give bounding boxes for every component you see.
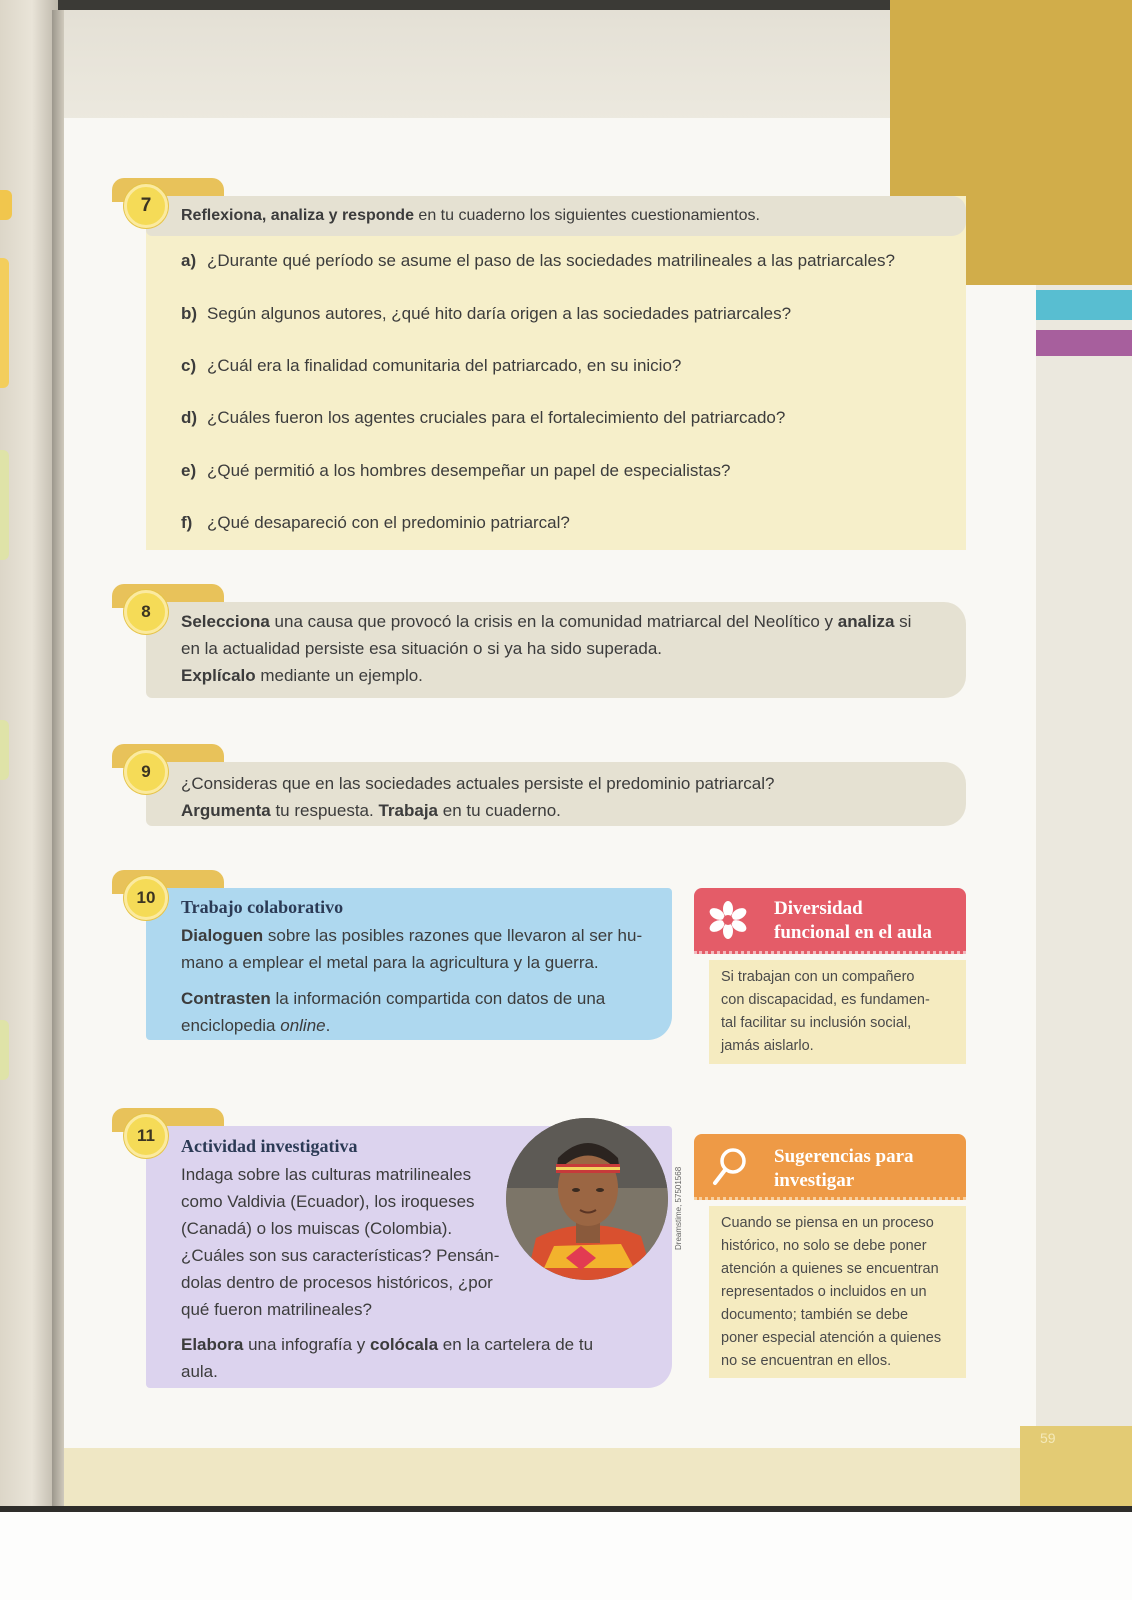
bold-verb: Selecciona [181,612,270,631]
activity-10-title: Trabajo colaborativo [181,897,344,917]
question-text: ¿Qué permitió a los hombres desempeñar un papel de especialistas? [207,461,731,480]
body-line: documento; también se debe [721,1307,909,1323]
prompt-text: en tu cuaderno los siguientes cuestionamientos. [413,207,760,224]
activity-number-badge: 11 [124,1114,168,1158]
body-line: jamás aislarlo. [721,1038,814,1054]
text-span: en la cartelera de tu [438,1335,594,1354]
cyan-edge-tab [1036,290,1132,320]
text-span: sobre las posibles razones que llevaron al ser hu- [263,926,643,945]
text-span: en tu cuaderno. [438,801,561,820]
activity-11-line: qué fueron matrilineales? [181,1300,372,1319]
text-span: mediante un ejemplo. [255,666,423,685]
text-span: tu respuesta. [270,801,379,820]
question-key: c) [181,356,197,375]
question-text: ¿Cuáles fueron los agentes cruciales para el fortalecimiento del patriarcado? [207,408,786,427]
title-line: Sugerencias para [774,1146,914,1167]
bold-verb: analiza [837,612,895,631]
activity-8-line [181,608,911,635]
question-key: f) [181,513,193,532]
activity-11-line: (Canadá) o los muiscas (Colombia). [181,1219,453,1238]
question-item [181,302,791,326]
question-item [181,249,895,273]
body-line: histórico, no solo se debe poner [721,1238,927,1254]
question-item [181,511,570,535]
magnifier-icon [710,1146,750,1188]
activity-11-line: ¿Cuáles son sus características? Pensán- [181,1246,500,1265]
bold-verb: colócala [370,1335,439,1354]
body-line: no se encuentran en ellos. [721,1353,892,1369]
body-line: Si trabajan con un compañero [721,969,915,985]
purple-edge-tab [1036,330,1132,356]
activity-11-title: Actividad investigativa [181,1136,358,1156]
activity-number-badge: 7 [124,184,168,228]
text-span: una causa que provocó la crisis en la comunidad matriarcal del Neolítico y [269,612,838,631]
body-line: tal facilitar su inclusión social, [721,1015,912,1031]
left-page-marker [0,720,9,780]
activity-number-badge: 10 [124,876,168,920]
body-line: atención a quienes se encuentran [721,1261,939,1277]
text-span: si [894,612,912,631]
title-line: investigar [774,1170,855,1191]
flower-icon [708,900,748,940]
text-span: enciclopedia [181,1016,281,1035]
bold-verb: Explícalo [181,666,256,685]
question-key: a) [181,251,197,270]
activity-9-line: ¿Consideras que en las sociedades actuales persiste el predominio patriarcal? [181,774,775,793]
text-span: . [325,1016,331,1035]
activity-10-line [181,922,642,949]
text-span: una infografía y [243,1335,370,1354]
question-key: b) [181,304,198,323]
question-item [181,354,681,378]
question-key: e) [181,461,197,480]
left-page-marker [0,190,12,220]
page-number: 59 [1040,1430,1056,1446]
scan-margin [0,1512,1132,1600]
left-page-marker [0,258,9,388]
bold-verb: Dialoguen [181,926,264,945]
sugerencias-body [709,1206,966,1378]
body-line: Cuando se piensa en un proceso [721,1215,934,1231]
left-page-marker [0,1020,9,1080]
activity-10-line [181,985,605,1012]
question-text: ¿Durante qué período se asume el paso de las sociedades matrilineales a las patriarcales? [207,251,895,270]
left-page-marker [0,450,9,560]
activity-8-line [181,662,423,689]
activity-8-line: en la actualidad persiste esa situación o si ya ha sido superada. [181,639,663,658]
question-item [181,459,731,483]
diversidad-body [709,960,966,1064]
question-item [181,406,785,430]
text-span: la información compartida con datos de una [270,989,606,1008]
indigenous-woman-photo [506,1118,668,1280]
sugerencias-title [774,1145,914,1193]
activity-11-line: dolas dentro de procesos históricos, ¿por [181,1273,493,1292]
italic-word: online [280,1016,326,1035]
bottom-strip [64,1448,1032,1508]
top-band [64,10,894,120]
activity-number-badge: 8 [124,590,168,634]
title-line: funcional en el aula [774,922,932,943]
title-line: Diversidad [774,898,863,919]
activity-11-line: Indaga sobre las culturas matrilineales [181,1165,472,1184]
activity-10-line: mano a emplear el metal para la agricultura y la guerra. [181,953,599,972]
question-text: ¿Cuál era la finalidad comunitaria del patriarcado, en su inicio? [207,356,682,375]
body-line: con discapacidad, es fundamen- [721,992,930,1008]
photo-credit: Dreamstime, 57501568 [674,1166,683,1250]
question-text: ¿Qué desapareció con el predominio patriarcal? [207,513,570,532]
activity-11-line: como Valdivia (Ecuador), los iroqueses [181,1192,475,1211]
bold-verb: Elabora [181,1335,244,1354]
body-line: representados o incluidos en un [721,1284,927,1300]
question-key: d) [181,408,198,427]
body-line: poner especial atención a quienes [721,1330,942,1346]
bold-verb: Trabaja [378,801,439,820]
activity-7-prompt [181,202,760,229]
question-text: Según algunos autores, ¿qué hito daría origen a las sociedades patriarcales? [207,304,792,323]
bold-verb: Contrasten [181,989,271,1008]
activity-10-line [181,1012,330,1039]
activity-11-line [181,1331,593,1358]
activity-11-line: aula. [181,1362,218,1381]
activity-number-badge: 9 [124,750,168,794]
diversidad-title [774,897,932,945]
bold-verb: Argumenta [181,801,271,820]
activity-9-line [181,797,561,824]
prompt-bold: Reflexiona, analiza y responde [181,207,414,224]
